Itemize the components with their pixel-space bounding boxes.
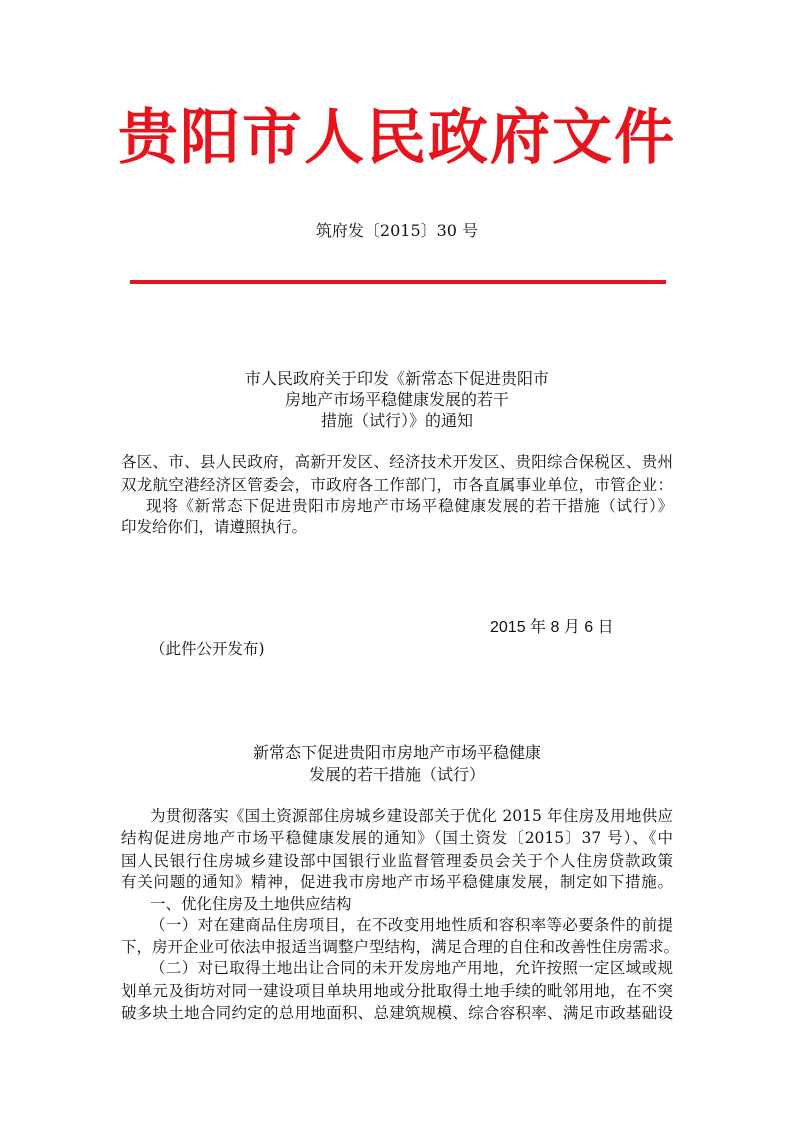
attachment-title-line: 发展的若干措施（试行） bbox=[308, 765, 485, 784]
issue-date: 2015 年 8 月 6 日 bbox=[490, 619, 614, 636]
attachment-paragraph-line: 下，房开企业可依法申报适当调整户型结构，满足合理的自住和改善性住房需求。 bbox=[121, 938, 680, 956]
recipients-line: 双龙航空港经济区管委会，市政府各工作部门，市各直属事业单位，市管企业： bbox=[121, 476, 673, 494]
attachment-paragraph-line: （一）对在建商品住房项目，在不改变用地性质和容积率等必要条件的前提 bbox=[150, 916, 673, 934]
attachment-paragraph-line: 国人民银行住房城乡建设部中国银行业监督管理委员会关于个人住房贷款政策 bbox=[121, 852, 673, 870]
notice-body-line: 现将《新常态下促进贵阳市房地产市场平稳健康发展的若干措施（试行）》 bbox=[146, 497, 673, 515]
notice-body-line: 印发给你们，请遵照执行。 bbox=[121, 518, 308, 536]
attachment-paragraph-line: 为贯彻落实《国土资源部住房城乡建设部关于优化 2015 年住房及用地供应 bbox=[150, 807, 673, 825]
attachment-paragraph-line: 有关问题的通知》精神，促进我市房地产市场平稳健康发展，制定如下措施。 bbox=[121, 873, 673, 891]
disclosure-note: （此件公开发布) bbox=[150, 640, 265, 658]
red-separator-rule bbox=[130, 280, 666, 284]
attachment-paragraph-line: （二）对已取得土地出让合同的未开发房地产用地，允许按照一定区域或规 bbox=[150, 959, 673, 977]
recipients-line: 各区、市、县人民政府，高新开发区、经济技术开发区、贵阳综合保税区、贵州 bbox=[121, 453, 673, 471]
section-heading: 一、优化住房及土地供应结构 bbox=[150, 895, 352, 913]
attachment-paragraph-line: 结构促进房地产市场平稳健康发展的通知》（国土资发〔2015〕37 号）、《中 bbox=[121, 829, 673, 847]
issuer-title: 贵阳市人民政府文件 bbox=[118, 103, 676, 173]
document-number: 筑府发〔2015〕30 号 bbox=[315, 221, 479, 240]
notice-title-line: 市人民政府关于印发《新常态下促进贵阳市 bbox=[244, 369, 549, 388]
notice-title-line: 措施（试行）》的通知 bbox=[320, 411, 473, 430]
attachment-title-line: 新常态下促进贵阳市房地产市场平稳健康 bbox=[252, 743, 541, 762]
attachment-paragraph-line: 划单元及街坊对同一建设项目单块用地或分批取得土地手续的毗邻用地，在不突 bbox=[121, 982, 673, 1000]
notice-title-line: 房地产市场平稳健康发展的若干 bbox=[284, 390, 509, 409]
attachment-paragraph-line: 破多块土地合同约定的总用地面积、总建筑规模、综合容积率、满足市政基础设 bbox=[121, 1004, 673, 1022]
